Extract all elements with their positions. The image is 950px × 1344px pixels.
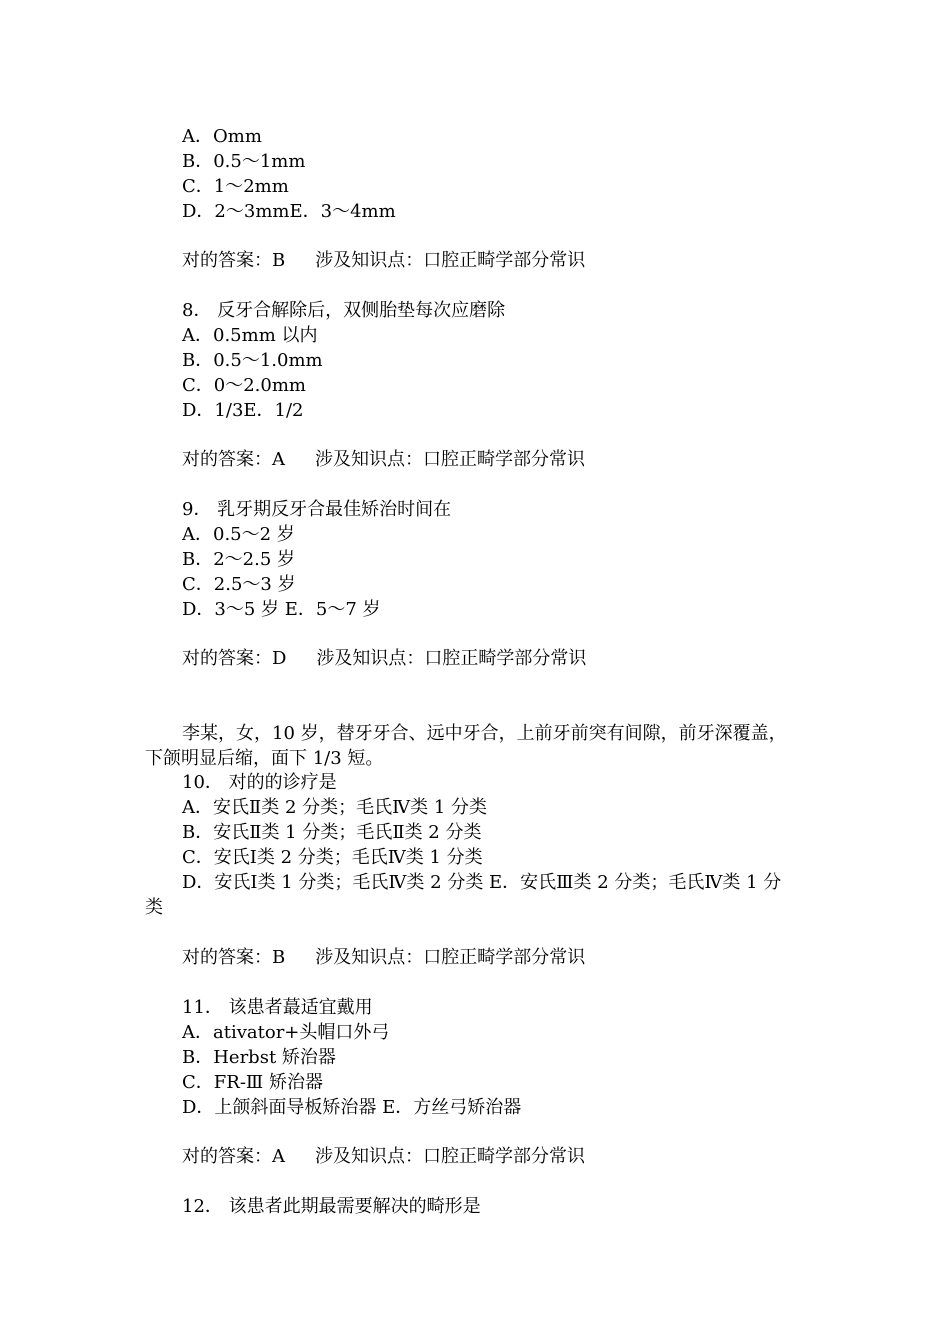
q10-answer-line <box>182 945 585 970</box>
q11-option-a: A．ativator+头帽口外弓 <box>182 1022 390 1043</box>
q7-answer: 对的答案：B <box>182 250 286 271</box>
q9-knowledge: 涉及知识点：口腔正畸学部分常识 <box>316 648 587 669</box>
q9-answer: 对的答案：D <box>182 648 287 669</box>
q9-option-c: C．2.5～3 岁 <box>182 574 296 595</box>
q11-option-d-e: D．上颌斜面导板矫治器 E．方丝弓矫治器 <box>182 1097 522 1118</box>
q7-knowledge: 涉及知识点：口腔正畸学部分常识 <box>315 250 586 271</box>
q8-answer-line <box>182 447 585 472</box>
q10-option-a: A．安氏Ⅱ类 2 分类；毛氏Ⅳ类 1 分类 <box>182 797 488 818</box>
q8-stem: 8． 反牙合解除后，双侧胎垫每次应磨除 <box>182 300 506 321</box>
q10-stem: 10． 对的的诊疗是 <box>182 772 337 793</box>
q8-option-a: A．0.5mm 以内 <box>182 325 318 346</box>
q7-option-b: B．0.5～1mm <box>182 151 306 172</box>
q8-knowledge: 涉及知识点：口腔正畸学部分常识 <box>315 449 585 470</box>
q9-stem: 9． 乳牙期反牙合最佳矫治时间在 <box>182 499 452 520</box>
q8-option-c: C．0～2.0mm <box>182 375 306 396</box>
q12-stem: 12． 该患者此期最需要解决的畸形是 <box>182 1196 481 1217</box>
q7-option-c: C．1～2mm <box>182 176 289 197</box>
q10-option-c: C．安氏Ⅰ类 2 分类；毛氏Ⅳ类 1 分类 <box>182 847 483 868</box>
q11-answer-line <box>182 1144 585 1169</box>
q9-answer-line <box>182 646 586 671</box>
q9-option-a: A．0.5～2 岁 <box>182 524 295 545</box>
q11-answer: 对的答案：A <box>182 1146 285 1167</box>
case-description-line2: 下颌明显后缩，面下 1/3 短。 <box>145 748 384 769</box>
case-description-line1: 李某，女，10 岁，替牙牙合、远中牙合，上前牙前突有间隙，前牙深覆盖， <box>182 723 787 744</box>
q7-answer-line <box>182 248 585 273</box>
q9-option-d-e: D．3～5 岁 E．5～7 岁 <box>182 599 381 620</box>
q10-option-wrap: 类 <box>145 897 163 918</box>
q10-knowledge: 涉及知识点：口腔正畸学部分常识 <box>315 947 586 968</box>
q9-option-b: B．2～2.5 岁 <box>182 549 296 570</box>
q10-option-d-e: D．安氏Ⅰ类 1 分类；毛氏Ⅳ类 2 分类 E．安氏Ⅲ类 2 分类；毛氏Ⅳ类 1 分 <box>182 872 782 893</box>
q8-answer: 对的答案：A <box>182 449 285 470</box>
q7-option-d-e: D．2～3mmE．3～4mm <box>182 201 396 222</box>
q11-stem: 11． 该患者蕞适宜戴用 <box>182 997 373 1018</box>
q8-option-d-e: D．1/3E．1/2 <box>182 400 304 421</box>
q10-option-b: B．安氏Ⅱ类 1 分类；毛氏Ⅱ类 2 分类 <box>182 822 482 843</box>
q11-knowledge: 涉及知识点：口腔正畸学部分常识 <box>315 1146 585 1167</box>
q11-option-b: B．Herbst 矫治器 <box>182 1047 336 1068</box>
q11-option-c: C．FR-Ⅲ 矫治器 <box>182 1072 323 1093</box>
q7-option-a: A．Omm <box>182 126 262 147</box>
q8-option-b: B．0.5～1.0mm <box>182 350 323 371</box>
q10-answer: 对的答案：B <box>182 947 286 968</box>
